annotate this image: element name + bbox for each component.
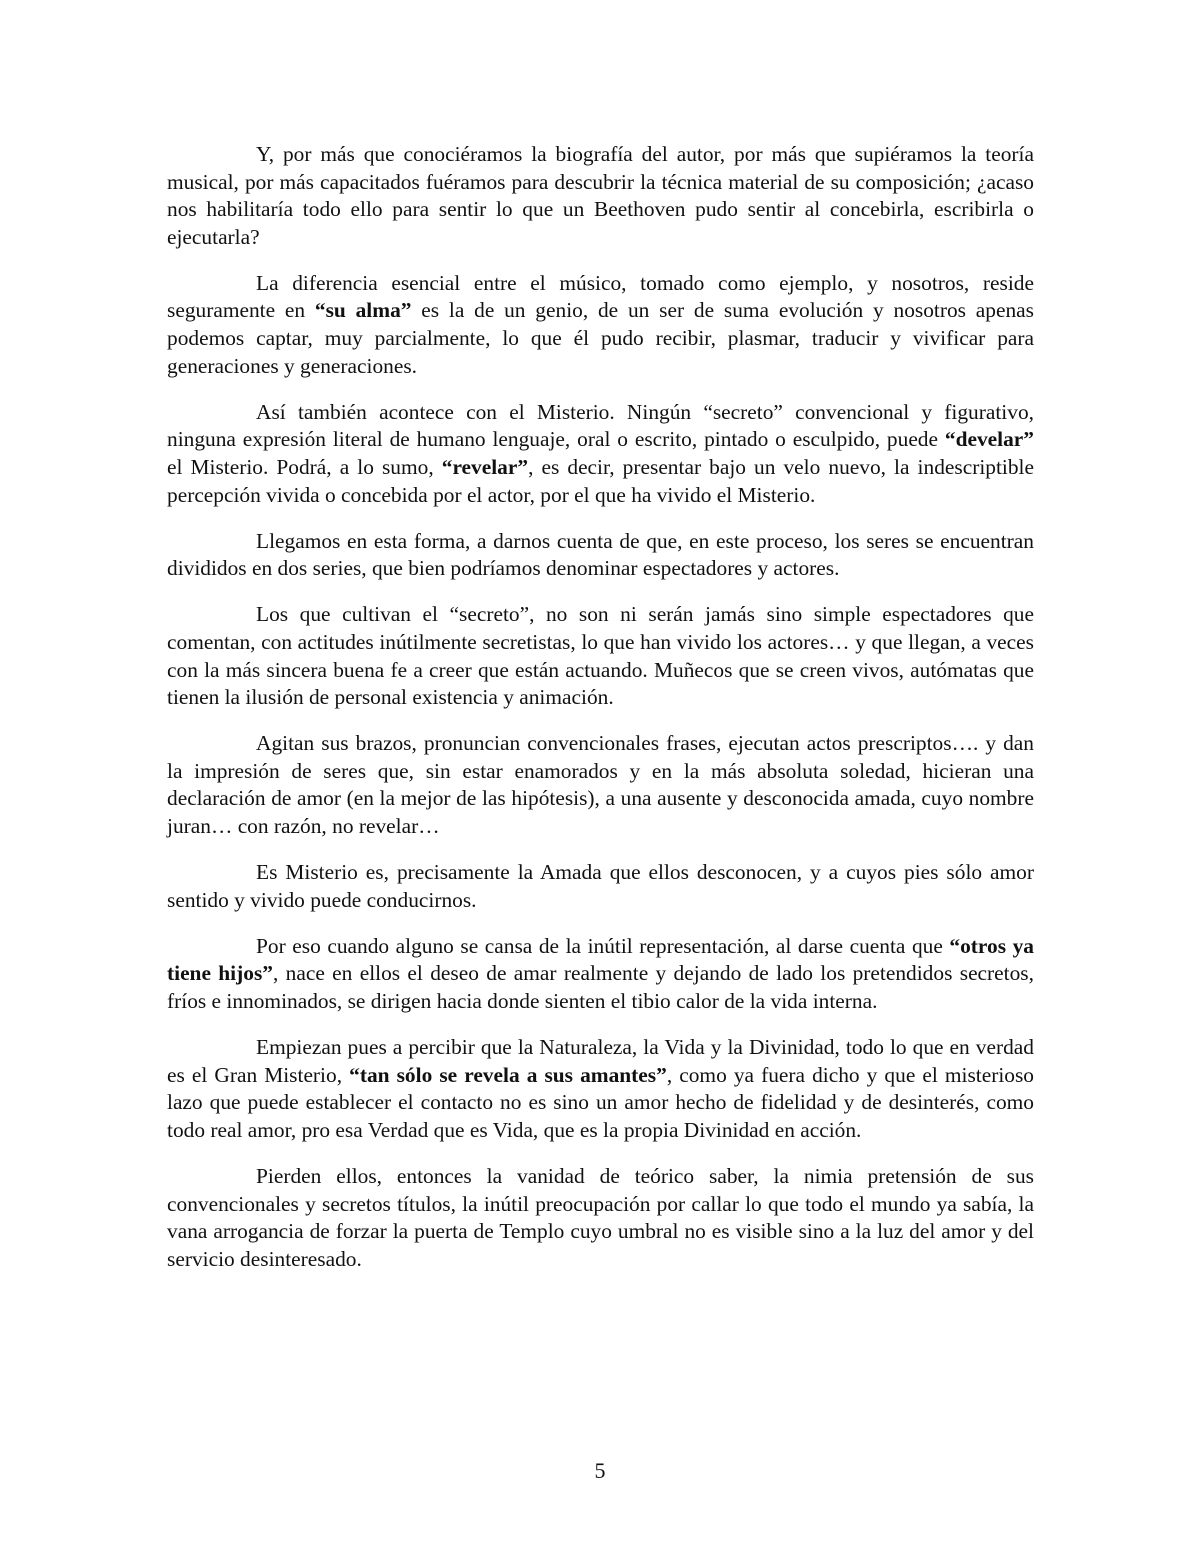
text-run: Empiezan pues a percibir que la Naturaleza, la Vida y la Divinidad, todo lo que en verdad es el Gran Misterio, — [167, 1035, 1034, 1087]
page-number: 5 — [594, 1458, 606, 1483]
body-text — [167, 141, 1034, 1292]
text-run: Los que cultivan el “secreto”, no son ni serán jamás sino simple espectadores que comentan, con actitudes inútilmente secretistas, lo que han vivido los actores… y que llegan, a veces con la más sincera buena fe a creer que están actuando. Muñecos que se creen vivos, autómatas que tienen la ilusión de personal existencia y animación. — [167, 602, 1034, 710]
paragraph — [167, 933, 1034, 1016]
bold-emphasis: “tan sólo se revela a sus amantes” — [349, 1062, 667, 1087]
text-run: Llegamos en esta forma, a darnos cuenta de que, en este proceso, los seres se encuentran divididos en dos series, que bien podríamos denominar espectadores y actores. — [167, 528, 1034, 581]
text-run: , como ya fuera dicho y que el misterioso lazo que puede establecer el contacto no es sino un amor hecho de fidelidad y de desinterés, como todo real amor, pro esa Verdad que es Vida, que es la propia Divinidad en acción. — [167, 1062, 1035, 1142]
text-run: el Misterio. Podrá, a lo sumo, — [167, 454, 442, 479]
text-run: , es decir, presentar bajo un velo nuevo, la indescriptible percepción vivida o concebida por el actor, por el que ha vivido el Misterio. — [167, 454, 1034, 507]
text-run: Es Misterio es, precisamente la Amada que ellos desconocen, y a cuyos pies sólo amor sentido y vivido puede conducirnos. — [167, 860, 1034, 912]
paragraph — [167, 270, 1034, 380]
bold-emphasis: “su alma” — [314, 298, 412, 323]
bold-emphasis: “revelar” — [441, 454, 529, 479]
paragraph — [167, 141, 1034, 251]
text-run: Agitan sus brazos, pronuncian convencionales frases, ejecutan actos prescriptos…. y dan la impresión de seres que, sin estar enamorados y en la más absoluta soledad, hicieran una declaración de amor (en la mejor de las hipótesis), a una ausente y desconocida amada, cuyo nombre juran… con razón, no revelar… — [167, 731, 1034, 838]
paragraph — [167, 859, 1034, 914]
bold-emphasis: “develar” — [944, 427, 1034, 452]
text-run: La diferencia esencial entre el músico, tomado como ejemplo, y nosotros, reside seguramente en — [167, 270, 1034, 323]
text-run: , nace en ellos el deseo de amar realmente y dejando de lado los pretendidos secretos, fríos e innominados, se dirigen hacia donde sienten el tibio calor de la vida interna. — [167, 961, 1034, 1013]
paragraph — [167, 1034, 1034, 1144]
paragraph — [167, 1163, 1034, 1273]
paragraph — [167, 730, 1034, 840]
text-run: Así también acontece con el Misterio. Ningún “secreto” convencional y figurativo, ninguna expresión literal de humano lenguaje, oral o escrito, pintado o esculpido, puede — [167, 399, 1034, 452]
paragraph — [167, 601, 1034, 711]
paragraph — [167, 399, 1034, 509]
bold-emphasis: “otros ya tiene hijos” — [167, 933, 1034, 986]
text-run: Por eso cuando alguno se cansa de la inútil representación, al darse cuenta que — [256, 933, 950, 958]
paragraph — [167, 528, 1034, 583]
text-run: es la de un genio, de un ser de suma evolución y nosotros apenas podemos captar, muy parcialmente, lo que él pudo recibir, plasmar, traducir y vivificar para generaciones y generaciones. — [167, 298, 1034, 378]
text-run: Pierden ellos, entonces la vanidad de teórico saber, la nimia pretensión de sus convencionales y secretos títulos, la inútil preocupación por callar lo que todo el mundo ya sabía, la vana arrogancia de forzar la puerta de Templo cuyo umbral no es visible sino a la luz del amor y del servicio desinteresado. — [167, 1163, 1034, 1271]
text-run: Y, por más que conociéramos la biografía del autor, por más que supiéramos la teoría musical, por más capacitados fuéramos para descubrir la técnica material de su composición; ¿acaso nos habilitaría todo ello para sentir lo que un Beethoven pudo sentir al concebirla, escribirla o ejecutarla? — [167, 142, 1034, 249]
